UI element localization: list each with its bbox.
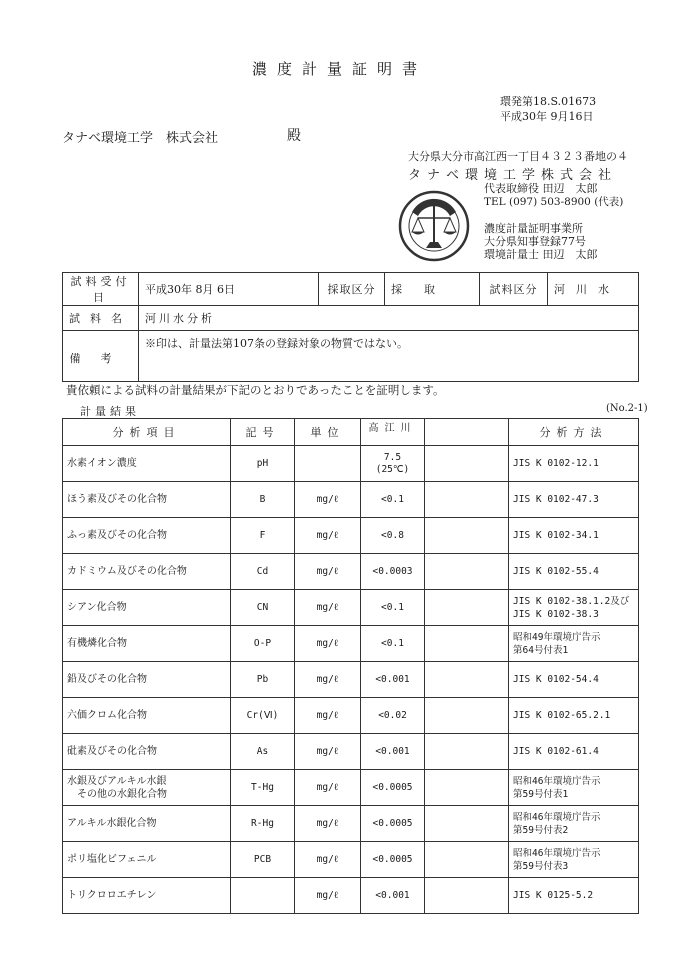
cell-value-line: <0.8 — [381, 529, 404, 541]
cell-symbol: pH — [231, 446, 295, 482]
cell-value-line: <0.0005 — [372, 853, 413, 865]
cell-value — [361, 878, 425, 914]
header-empty — [425, 419, 509, 446]
cell-value-line: <0.001 — [375, 889, 410, 901]
cell-unit: mg/ℓ — [295, 842, 361, 878]
remarks-label: 備考 — [63, 331, 139, 382]
certification-seal-icon — [398, 190, 470, 262]
cell-symbol: Pb — [231, 662, 295, 698]
cell-item-line: シアン化合物 — [67, 602, 127, 613]
cell-value — [361, 446, 425, 482]
issuer-company: タナベ環境工学株式会社 — [408, 168, 618, 183]
table-row — [63, 842, 639, 878]
sample-category-label: 試料区分 — [480, 273, 548, 306]
cell-value-line: 7.5 — [383, 451, 402, 463]
cell-item — [63, 878, 231, 914]
cell-item — [63, 734, 231, 770]
issuer-representative: 代表取締役 田辺 太郎 — [484, 182, 598, 195]
cell-symbol: O-P — [231, 626, 295, 662]
cell-method-line: JIS K 0102-47.3 — [513, 494, 599, 505]
table-row — [63, 662, 639, 698]
cell-value — [361, 482, 425, 518]
cell-unit: mg/ℓ — [295, 554, 361, 590]
cell-empty — [425, 662, 509, 698]
cell-unit: mg/ℓ — [295, 878, 361, 914]
addressee-suffix: 殿 — [287, 128, 301, 144]
cell-symbol: Cd — [231, 554, 295, 590]
cell-method-line: JIS K 0102-54.4 — [513, 674, 599, 685]
cell-empty — [425, 626, 509, 662]
cell-empty — [425, 878, 509, 914]
cell-value-line: <0.1 — [381, 637, 404, 649]
cell-method-line: JIS K 0102-34.1 — [513, 530, 599, 541]
cell-empty — [425, 446, 509, 482]
cell-unit: mg/ℓ — [295, 806, 361, 842]
cell-symbol — [231, 878, 295, 914]
table-row — [63, 806, 639, 842]
cell-item-line: ふっ素及びその化合物 — [67, 530, 167, 541]
cell-method-line: JIS K 0125-5.2 — [513, 890, 594, 901]
cell-item-line: 水素イオン濃度 — [67, 458, 137, 469]
cell-method-line: 第59号付表2 — [513, 824, 569, 836]
cell-value — [361, 554, 425, 590]
cell-item — [63, 554, 231, 590]
header-item: 分析項目 — [63, 419, 231, 446]
cell-empty — [425, 734, 509, 770]
received-date-value: 平成30年 8月 6日 — [139, 273, 319, 306]
cell-method-line: 昭和49年環境庁告示 — [513, 631, 601, 643]
page-number: (No.2-1) — [606, 403, 648, 414]
cell-symbol: As — [231, 734, 295, 770]
cell-method-line: JIS K 0102-12.1 — [513, 458, 599, 469]
table-row — [63, 482, 639, 518]
cell-item-line: ほう素及びその化合物 — [67, 494, 167, 505]
issuer-registration: 大分県知事登録77号 — [484, 235, 586, 248]
cell-value — [361, 734, 425, 770]
cell-method — [509, 842, 639, 878]
cell-empty — [425, 806, 509, 842]
table-row — [63, 554, 639, 590]
cell-empty — [425, 842, 509, 878]
cell-empty — [425, 590, 509, 626]
sample-category-value: 河 川 水 — [548, 273, 639, 306]
cell-value — [361, 626, 425, 662]
cell-method-line: 昭和46年環境庁告示 — [513, 811, 601, 823]
cell-item-line: トリクロロエチレン — [67, 890, 157, 901]
cell-symbol: F — [231, 518, 295, 554]
cell-value-line: <0.001 — [375, 745, 410, 757]
cell-method-line: 第64号付表1 — [513, 644, 569, 656]
section-title: 計量結果 — [80, 405, 140, 418]
cell-method — [509, 482, 639, 518]
cell-method-line: 昭和46年環境庁告示 — [513, 775, 601, 787]
cell-empty — [425, 482, 509, 518]
table-row — [63, 734, 639, 770]
cell-method — [509, 446, 639, 482]
cell-item — [63, 662, 231, 698]
cell-item — [63, 842, 231, 878]
cell-method — [509, 698, 639, 734]
cell-symbol: CN — [231, 590, 295, 626]
cell-empty — [425, 518, 509, 554]
addressee: タナベ環境工学 株式会社 — [62, 131, 219, 146]
remarks-value: ※印は、計量法第107条の登録対象の物質ではない。 — [139, 331, 639, 382]
table-row — [63, 770, 639, 806]
cell-method — [509, 770, 639, 806]
cell-value-line: <0.0003 — [372, 565, 413, 577]
cell-item-line: ポリ塩化ビフェニル — [67, 854, 157, 865]
issuer-measurer: 環境計量士 田辺 太郎 — [484, 248, 598, 261]
cell-item-line: 砒素及びその化合物 — [67, 746, 157, 757]
cell-method — [509, 806, 639, 842]
cell-value — [361, 842, 425, 878]
table-row — [63, 446, 639, 482]
cell-value-line: <0.001 — [375, 673, 410, 685]
cell-item-line: アルキル水銀化合物 — [67, 818, 157, 829]
header-sample: 高江川 — [361, 419, 425, 446]
cell-empty — [425, 554, 509, 590]
results-table — [62, 418, 639, 914]
cell-value-line: <0.1 — [381, 601, 404, 613]
cell-method-line: JIS K 0102-61.4 — [513, 746, 599, 757]
cell-item-line: 鉛及びその化合物 — [67, 674, 147, 685]
cell-item — [63, 482, 231, 518]
cell-symbol: PCB — [231, 842, 295, 878]
sample-info-table — [62, 272, 639, 382]
cell-symbol: Cr(Ⅵ) — [231, 698, 295, 734]
table-row — [63, 518, 639, 554]
cell-unit: mg/ℓ — [295, 698, 361, 734]
cell-unit: mg/ℓ — [295, 626, 361, 662]
cell-method — [509, 554, 639, 590]
cell-method-line: JIS K 0102-38.3 — [513, 608, 599, 620]
cell-method-line: JIS K 0102-38.1.2及び — [513, 595, 630, 607]
cell-value — [361, 698, 425, 734]
collection-type-label: 採取区分 — [319, 273, 385, 306]
cell-method-line: 昭和46年環境庁告示 — [513, 847, 601, 859]
document-date: 平成30年 9月16日 — [500, 110, 594, 123]
table-row — [63, 698, 639, 734]
cell-method — [509, 734, 639, 770]
cell-empty — [425, 770, 509, 806]
cell-unit: mg/ℓ — [295, 662, 361, 698]
cell-item-line: カドミウム及びその化合物 — [67, 566, 187, 577]
header-method: 分析方法 — [509, 419, 639, 446]
issuer-office: 濃度計量証明事業所 — [484, 222, 583, 235]
table-row — [63, 626, 639, 662]
cell-item-line: その他の水銀化合物 — [67, 788, 167, 800]
cell-value-line: <0.02 — [378, 709, 407, 721]
cell-value — [361, 662, 425, 698]
sample-name-label: 試料名 — [63, 306, 139, 331]
cell-unit: mg/ℓ — [295, 518, 361, 554]
cell-item — [63, 806, 231, 842]
cell-symbol: T-Hg — [231, 770, 295, 806]
cell-item-line: 六価クロム化合物 — [67, 710, 147, 721]
cell-item — [63, 698, 231, 734]
issuer-tel: TEL (097) 503-8900 (代表) — [484, 196, 624, 208]
table-row — [63, 878, 639, 914]
cell-unit: mg/ℓ — [295, 590, 361, 626]
cell-symbol: B — [231, 482, 295, 518]
cell-item — [63, 770, 231, 806]
cell-unit: mg/ℓ — [295, 482, 361, 518]
header-symbol: 記号 — [231, 419, 295, 446]
cell-value — [361, 806, 425, 842]
cell-value — [361, 770, 425, 806]
cell-unit: mg/ℓ — [295, 734, 361, 770]
cell-method — [509, 590, 639, 626]
cell-value — [361, 518, 425, 554]
cell-item — [63, 590, 231, 626]
cell-method-line: JIS K 0102-65.2.1 — [513, 710, 611, 721]
issuer-address: 大分県大分市高江西一丁目４３２３番地の４ — [408, 150, 628, 163]
document-number: 環発第18.S.01673 — [500, 95, 597, 108]
cell-method — [509, 626, 639, 662]
received-date-label: 試料受付日 — [63, 273, 139, 306]
cell-method — [509, 878, 639, 914]
sample-name-value: 河川水分析 — [139, 306, 639, 331]
collection-type-value: 採 取 — [385, 273, 480, 306]
cell-method-line: 第59号付表1 — [513, 788, 569, 800]
cell-method — [509, 518, 639, 554]
certification-statement: 貴依頼による試料の計量結果が下記のとおりであったことを証明します。 — [66, 383, 445, 397]
cell-value-line: <0.0005 — [372, 781, 413, 793]
cell-value-line: <0.1 — [381, 493, 404, 505]
table-row — [63, 590, 639, 626]
cell-method-line: JIS K 0102-55.4 — [513, 566, 599, 577]
cell-symbol: R-Hg — [231, 806, 295, 842]
cell-method — [509, 662, 639, 698]
cell-value — [361, 590, 425, 626]
cell-empty — [425, 698, 509, 734]
cell-item — [63, 626, 231, 662]
cell-value-line: <0.0005 — [372, 817, 413, 829]
cell-method-line: 第59号付表3 — [513, 860, 569, 872]
cell-item-line: 有機燐化合物 — [67, 638, 127, 649]
cell-unit — [295, 446, 361, 482]
header-unit: 単位 — [295, 419, 361, 446]
cell-value-line: (25℃) — [375, 463, 410, 475]
cell-item-line: 水銀及びアルキル水銀 — [67, 775, 167, 787]
cell-item — [63, 446, 231, 482]
document-title: 濃度計量証明書 — [251, 60, 427, 78]
cell-unit: mg/ℓ — [295, 770, 361, 806]
cell-item — [63, 518, 231, 554]
